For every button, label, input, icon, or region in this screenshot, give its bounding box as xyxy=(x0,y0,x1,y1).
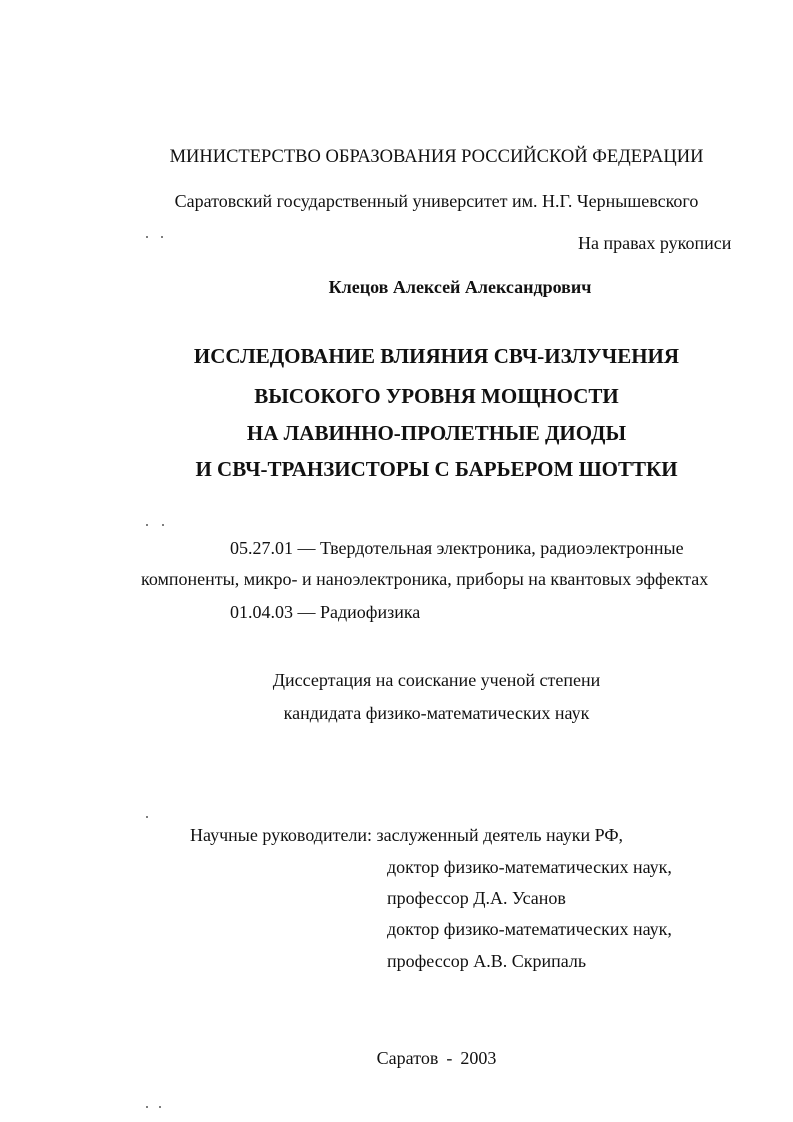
supervisor-line-1: доктор физико-математических наук, xyxy=(387,857,672,877)
city-year xyxy=(0,1047,793,1069)
scan-speck xyxy=(146,236,148,238)
rights-notice: На правах рукописи xyxy=(578,233,732,253)
specialty-line-1: 05.27.01 — Твердотельная электроника, радиоэлектронные xyxy=(230,538,684,558)
title-line-3: НА ЛАВИННО-ПРОЛЕТНЫЕ ДИОДЫ xyxy=(246,421,627,445)
specialty-line-2: компоненты, микро- и наноэлектроника, приборы на квантовых эффектах xyxy=(141,569,709,589)
scan-speck xyxy=(161,236,163,238)
ministry-heading: МИНИСТЕРСТВО ОБРАЗОВАНИЯ РОССИЙСКОЙ ФЕДЕРАЦИИ xyxy=(169,147,704,167)
city-name: Саратов xyxy=(376,1048,439,1068)
supervisor-line-3: доктор физико-математических наук, xyxy=(387,919,672,939)
author-name: Клецов Алексей Александрович xyxy=(328,277,592,297)
scan-speck xyxy=(146,816,148,818)
university-name: Саратовский государственный университет им. Н.Г. Чернышевского xyxy=(174,191,699,211)
dissertation-line-2: кандидата физико-математических наук xyxy=(283,703,590,723)
dissertation-line-1: Диссертация на соискание ученой степени xyxy=(272,670,601,690)
title-line-1: ИССЛЕДОВАНИЕ ВЛИЯНИЯ СВЧ-ИЗЛУЧЕНИЯ xyxy=(193,344,680,368)
scan-speck xyxy=(159,1106,161,1108)
specialty-line-3: 01.04.03 — Радиофизика xyxy=(230,602,421,622)
title-line-2: ВЫСОКОГО УРОВНЯ МОЩНОСТИ xyxy=(254,384,619,408)
year: 2003 xyxy=(460,1048,497,1068)
title-line-4: И СВЧ-ТРАНЗИСТОРЫ С БАРЬЕРОМ ШОТТКИ xyxy=(195,457,678,481)
scan-speck xyxy=(162,524,164,526)
supervisors-label: Научные руководители: заслуженный деятель науки РФ, xyxy=(190,825,624,845)
scan-speck xyxy=(146,524,148,526)
supervisor-line-4: профессор А.В. Скрипаль xyxy=(387,951,587,971)
scan-speck xyxy=(146,1106,148,1108)
supervisor-line-2: профессор Д.А. Усанов xyxy=(387,888,566,908)
city-year-separator: - xyxy=(446,1048,453,1068)
